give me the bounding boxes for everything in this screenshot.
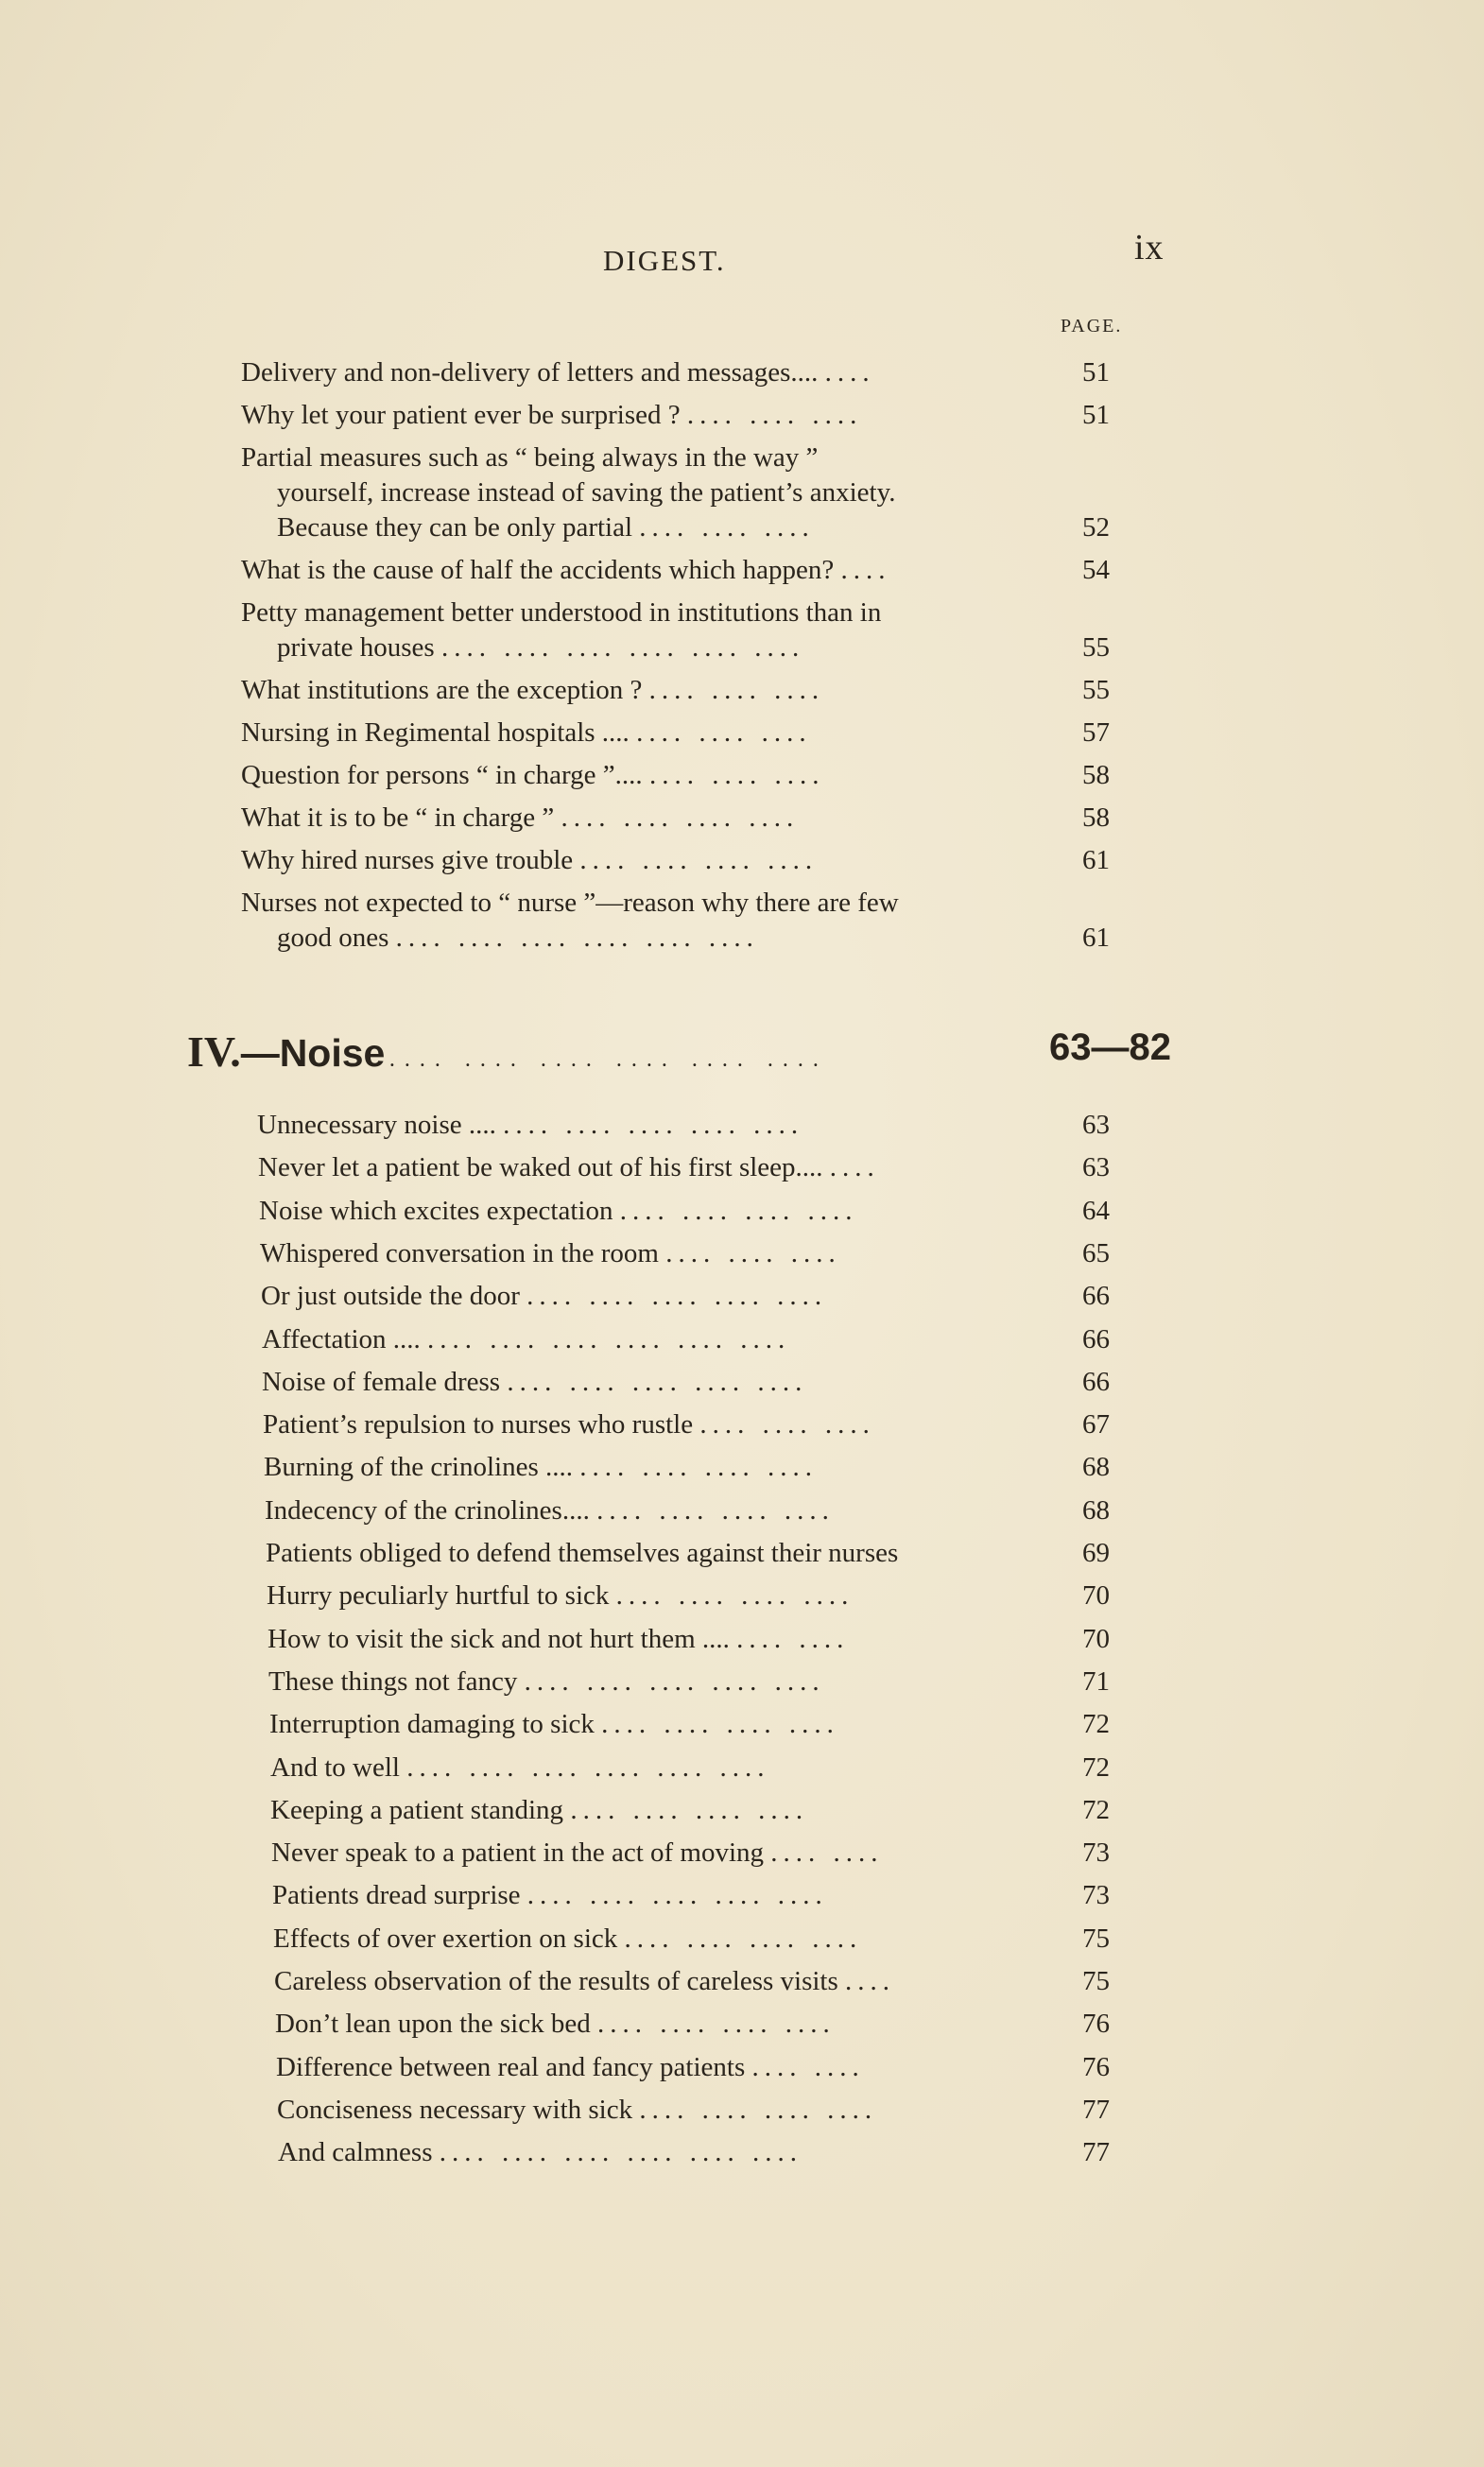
toc-page-number: 61 — [1082, 923, 1110, 953]
toc-entry — [266, 1536, 1268, 1571]
toc-entry-text: What it is to be “ in charge ” — [241, 802, 555, 833]
toc-page-number: 57 — [1082, 717, 1110, 748]
toc-entry — [271, 1836, 1273, 1871]
toc-entry — [270, 1751, 1272, 1786]
chapter-page-range: 63—82 — [1049, 1026, 1171, 1068]
toc-page-number: 55 — [1082, 675, 1110, 705]
toc-entry — [274, 1964, 1276, 1999]
toc-leader-dots: .... .... .... .... — [579, 1452, 819, 1483]
toc-leader-dots: .... .... .... .... — [619, 1195, 858, 1226]
toc-entry — [259, 1194, 1261, 1229]
toc-entry — [267, 1622, 1269, 1657]
toc-entry-text: Never let a patient be waked out of his first sleep.... — [258, 1152, 823, 1183]
toc-entry-text: Keeping a patient standing — [270, 1794, 564, 1825]
toc-entry-text: Delivery and non-delivery of letters and messages.... — [241, 357, 819, 388]
toc-entry-text: And calmness — [278, 2137, 433, 2168]
toc-entry — [275, 2007, 1277, 2042]
toc-page-number: 68 — [1082, 1494, 1110, 1526]
toc-leader-dots: .... — [829, 1152, 880, 1183]
toc-entry — [268, 1665, 1270, 1699]
toc-leader-dots: .... .... .... .... — [561, 802, 800, 833]
toc-leader-dots: .... .... .... .... .... — [526, 1281, 828, 1312]
toc-leader-dots: .... .... .... .... .... — [507, 1366, 808, 1397]
toc-entry-text: Why let your patient ever be surprised ? — [241, 400, 681, 430]
toc-entry-text: How to visit the sick and not hurt them .... — [267, 1623, 730, 1654]
toc-entry-text: Indecency of the crinolines.... — [265, 1494, 590, 1526]
toc-entry — [265, 1493, 1267, 1528]
toc-entry — [262, 1322, 1264, 1357]
toc-leader-dots: .... .... .... .... .... — [526, 1880, 828, 1911]
toc-entry-text: Difference between real and fancy patients — [276, 2051, 746, 2082]
toc-entry-text: Nursing in Regimental hospitals .... — [241, 717, 630, 748]
toc-entry-text: What is the cause of half the accidents which happen? — [241, 555, 835, 585]
toc-leader-dots: .... .... .... — [699, 1409, 875, 1441]
toc-page-number: 61 — [1082, 845, 1110, 875]
toc-entry-text: And to well — [270, 1751, 400, 1783]
toc-entry — [263, 1407, 1265, 1442]
toc-entry-text: Noise of female dress — [262, 1366, 501, 1397]
toc-page-number: 73 — [1082, 1837, 1110, 1869]
toc-page-number: 65 — [1082, 1237, 1110, 1268]
toc-entry — [241, 355, 1243, 390]
toc-page-number: 66 — [1082, 1281, 1110, 1312]
toc-entry-text: Or just outside the door — [261, 1281, 520, 1312]
toc-page-number: 72 — [1082, 1709, 1110, 1740]
toc-entry-text: Affectation .... — [262, 1323, 421, 1354]
toc-page-number: 71 — [1082, 1665, 1110, 1697]
toc-page-number: 73 — [1082, 1880, 1110, 1911]
toc-leader-dots: .... .... .... — [648, 760, 825, 790]
toc-leader-dots: .... .... .... .... — [570, 1794, 809, 1825]
toc-leader-dots: .... .... .... .... — [596, 2009, 836, 2040]
toc-leader-dots: .... .... — [736, 1623, 850, 1654]
toc-entry-text: Noise which excites expectation — [259, 1195, 613, 1226]
toc-entry — [241, 673, 1243, 708]
toc-entry — [241, 398, 1243, 433]
toc-entry-text: Patients dread surprise — [272, 1880, 521, 1911]
toc-entry-text: Don’t lean upon the sick bed — [275, 2009, 591, 2040]
toc-entry — [269, 1707, 1271, 1742]
toc-entry — [241, 758, 1243, 793]
toc-page-number: 77 — [1082, 2094, 1110, 2125]
toc-page-number: 72 — [1082, 1751, 1110, 1783]
toc-leader-dots: .... .... .... .... — [579, 845, 819, 875]
toc-entry — [257, 1108, 1259, 1143]
toc-leader-dots: .... — [840, 555, 891, 585]
toc-leader-dots: .... .... .... — [636, 717, 812, 748]
toc-entry — [241, 886, 1243, 956]
toc-entry — [270, 1793, 1272, 1828]
toc-leader-dots: .... .... .... .... — [639, 2094, 878, 2125]
toc-leader-dots: .... .... .... .... .... — [524, 1665, 825, 1697]
toc-leader-dots: .... .... .... .... — [624, 1923, 863, 1954]
toc-page-number: 76 — [1082, 2009, 1110, 2040]
toc-leader-dots: .... .... .... — [648, 675, 825, 705]
toc-page-number: 68 — [1082, 1452, 1110, 1483]
toc-page-number: 67 — [1082, 1409, 1110, 1441]
page-column-label: PAGE. — [1061, 316, 1123, 336]
toc-leader-dots: .... .... .... .... — [596, 1494, 835, 1526]
toc-entry-text: Partial measures such as “ being always in the way ” — [241, 442, 819, 473]
toc-entry — [276, 2050, 1278, 2085]
toc-entry-text: Burning of the crinolines .... — [264, 1452, 574, 1483]
toc-page-number: 63 — [1082, 1152, 1110, 1183]
chapter-number: IV. — [187, 1027, 241, 1076]
toc-page-number: 54 — [1082, 555, 1110, 585]
toc-leader-dots: .... .... .... — [639, 512, 815, 543]
toc-entry-text: Patient’s repulsion to nurses who rustle — [263, 1409, 694, 1441]
toc-page-number: 75 — [1082, 1923, 1110, 1954]
toc-entry-text: These things not fancy — [268, 1665, 518, 1697]
toc-leader-dots: .... .... .... .... — [601, 1709, 839, 1740]
toc-page-number: 51 — [1082, 357, 1110, 388]
toc-leader-dots: .... .... .... .... .... .... — [439, 2137, 802, 2168]
toc-page-number: 52 — [1082, 512, 1110, 543]
toc-leader-dots: .... .... .... .... .... .... — [395, 923, 759, 953]
chapter-leader-dots: .... .... .... .... .... .... — [388, 1047, 828, 1072]
toc-entry — [278, 2135, 1280, 2170]
toc-entry-continuation: private houses .... .... .... .... .... .... — [277, 632, 805, 663]
toc-entry-text: Whispered conversation in the room — [260, 1237, 659, 1268]
toc-page-number: 51 — [1082, 400, 1110, 430]
toc-page-number: 70 — [1082, 1623, 1110, 1654]
toc-entry — [273, 1922, 1275, 1957]
toc-entry — [264, 1450, 1266, 1485]
chapter-title: —Noise — [240, 1031, 386, 1075]
toc-entry-continuation: good ones .... .... .... .... .... .... — [277, 923, 759, 953]
toc-page-number: 76 — [1082, 2051, 1110, 2082]
toc-entry — [272, 1878, 1274, 1913]
toc-page-number: 72 — [1082, 1794, 1110, 1825]
page-folio: ix — [1134, 228, 1165, 267]
toc-leader-dots: .... .... .... .... .... .... — [440, 632, 805, 663]
toc-entry — [241, 716, 1243, 750]
toc-page-number: 66 — [1082, 1366, 1110, 1397]
toc-page-number: 69 — [1082, 1538, 1110, 1568]
toc-leader-dots: .... .... .... .... .... .... — [427, 1323, 791, 1354]
toc-leader-dots: .... — [824, 357, 875, 388]
toc-entry — [241, 801, 1243, 836]
toc-entry-text: Question for persons “ in charge ”.... — [241, 760, 643, 790]
toc-entry — [277, 2093, 1279, 2128]
toc-page-number: 77 — [1082, 2137, 1110, 2168]
toc-entry-text: Interruption damaging to sick — [269, 1709, 595, 1740]
toc-leader-dots: .... — [845, 1966, 896, 1996]
toc-leader-dots: .... .... .... .... .... .... — [406, 1751, 770, 1783]
toc-page-number: 75 — [1082, 1966, 1110, 1996]
toc-entry-continuation: yourself, increase instead of saving the patient’s anxiety. — [277, 477, 896, 508]
toc-leader-dots: .... .... .... — [686, 400, 863, 430]
toc-entry — [262, 1365, 1264, 1400]
toc-entry-text: Conciseness necessary with sick — [277, 2094, 633, 2125]
toc-page-number: 66 — [1082, 1323, 1110, 1354]
toc-leader-dots: .... .... — [751, 2051, 865, 2082]
running-head: DIGEST. — [603, 244, 726, 277]
chapter-heading — [187, 1026, 1180, 1077]
toc-leader-dots: .... .... — [770, 1837, 884, 1869]
toc-page-number: 55 — [1082, 632, 1110, 663]
toc-entry — [267, 1579, 1268, 1613]
toc-page-number: 58 — [1082, 802, 1110, 833]
toc-entry — [258, 1150, 1260, 1185]
toc-entry — [241, 595, 1243, 665]
toc-entry — [260, 1236, 1262, 1271]
toc-entry-text: Never speak to a patient in the act of moving — [271, 1837, 765, 1869]
toc-entry-text: Patients obliged to defend themselves against their nurses — [266, 1538, 899, 1568]
toc-entry-text: Unnecessary noise .... — [257, 1110, 496, 1140]
toc-entry-continuation: Because they can be only partial .... .... .... — [277, 512, 815, 543]
toc-entry-text: Nurses not expected to “ nurse ”—reason why there are few — [241, 888, 899, 918]
toc-leader-dots: .... .... .... .... — [615, 1580, 854, 1612]
toc-leader-dots: .... .... .... — [665, 1237, 841, 1268]
toc-entry — [241, 553, 1243, 588]
toc-page-number: 64 — [1082, 1195, 1110, 1226]
toc-entry-text: Why hired nurses give trouble — [241, 845, 574, 875]
toc-page-number: 63 — [1082, 1110, 1110, 1140]
toc-entry-text: What institutions are the exception ? — [241, 675, 643, 705]
toc-entry-text: Petty management better understood in institutions than in — [241, 597, 882, 628]
toc-entry — [241, 843, 1243, 878]
toc-entry — [261, 1279, 1263, 1314]
toc-entry-text: Hurry peculiarly hurtful to sick — [267, 1580, 610, 1612]
toc-page-number: 58 — [1082, 760, 1110, 790]
toc-entry-text: Effects of over exertion on sick — [273, 1923, 618, 1954]
toc-entry — [241, 440, 1243, 545]
toc-entry-text: Careless observation of the results of careless visits — [274, 1966, 838, 1996]
toc-page-number: 70 — [1082, 1580, 1110, 1612]
toc-leader-dots: .... .... .... .... .... — [503, 1110, 804, 1140]
